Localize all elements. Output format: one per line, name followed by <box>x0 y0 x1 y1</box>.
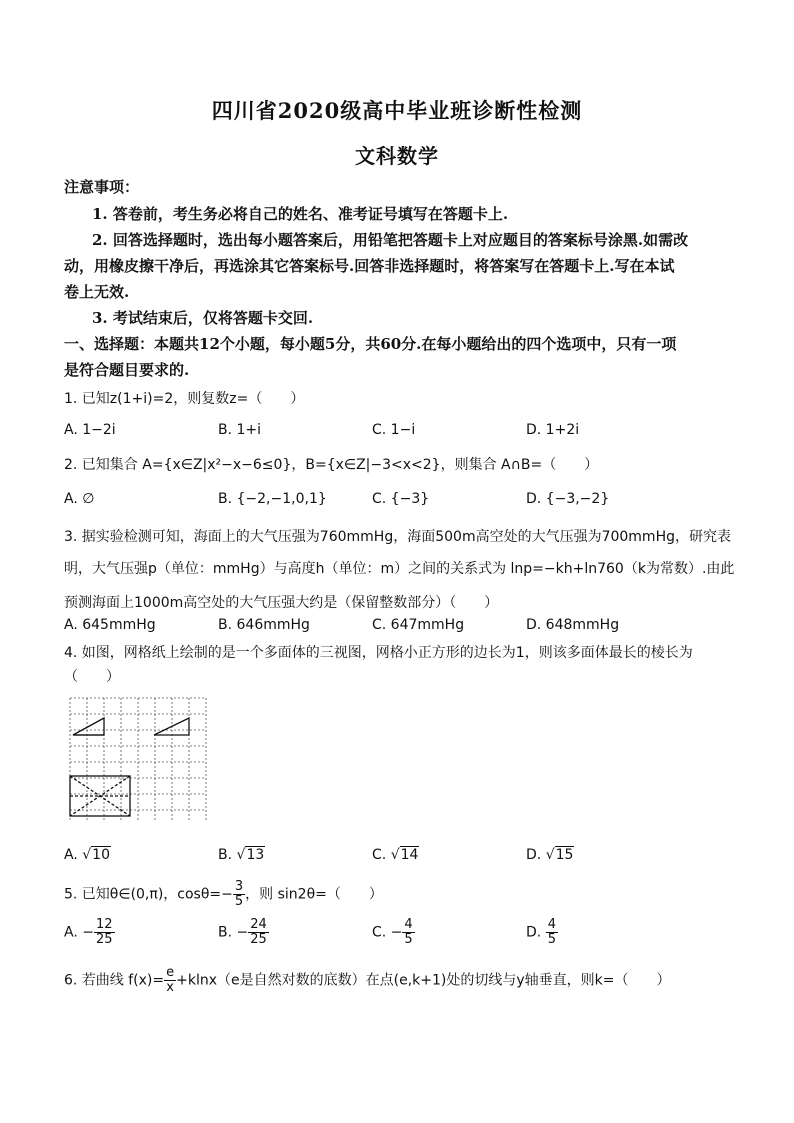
fraction-denominator: 25 <box>250 932 267 947</box>
q5-option-a <box>64 918 115 947</box>
q1-option-c: C. 1−i <box>372 422 416 438</box>
q3-option-c: C. 647mmHg <box>372 617 465 633</box>
q5-option-c-fraction <box>402 918 414 947</box>
q4-option-b-value: 13 <box>246 847 265 863</box>
fraction-numerator: 24 <box>250 917 267 932</box>
q2-stem: 2. 已知集合 A={x∈Z|x²−x−6≤0}，B={x∈Z|−3<x<2}，则集合 A∩B=（ ） <box>64 457 599 473</box>
q2-option-b: B. {−2,−1,0,1} <box>218 491 327 507</box>
q4-option-a <box>64 847 111 863</box>
grid-lines <box>70 698 206 822</box>
sqrt-symbol: √15 <box>545 847 574 863</box>
fraction-denominator: 5 <box>234 894 244 909</box>
q4-option-c <box>372 847 419 863</box>
q1-option-d: D. 1+2i <box>526 422 580 438</box>
q3-line-1: 3. 据实验检测可知，海面上的大气压强为760mmHg，海面500m高空处的大气压强为700mmHg，研究表 <box>64 529 731 545</box>
sqrt-symbol: √13 <box>236 847 265 863</box>
note-2-line-3: 卷上无效. <box>64 283 130 301</box>
sqrt-symbol: √14 <box>390 847 419 863</box>
q5-option-d-fraction <box>546 918 558 947</box>
q4-option-d-label: D. <box>526 847 542 863</box>
q6-fraction <box>164 966 176 995</box>
notes-heading: 注意事项： <box>64 178 140 196</box>
q5-stem-post: ，则 sin2θ=（ ） <box>245 886 383 903</box>
q2-option-a: A. ∅ <box>64 491 95 507</box>
q5-option-c <box>372 918 415 947</box>
q5-option-d-label: D. <box>526 924 542 941</box>
q4-option-b <box>218 847 265 863</box>
q2-option-d: D. {−3,−2} <box>526 491 610 507</box>
q4-option-a-value: 10 <box>92 847 110 863</box>
note-1: 1. 答卷前，考生务必将自己的姓名、准考证号填写在答题卡上. <box>92 205 509 223</box>
front-view <box>73 718 104 735</box>
q5-option-b-label: B. − <box>218 924 249 941</box>
q2-option-c: C. {−3} <box>372 491 430 507</box>
q1-option-a: A. 1−2i <box>64 422 116 438</box>
q1-option-b: B. 1+i <box>218 422 262 438</box>
q4-option-d-value: 15 <box>555 847 574 863</box>
q5-option-c-label: C. − <box>372 924 403 941</box>
q5-option-a-fraction <box>94 918 115 947</box>
q5-option-b-fraction <box>248 918 269 947</box>
q6-stem-pre: 6. 若曲线 f(x)= <box>64 972 165 989</box>
q3-option-d: D. 648mmHg <box>526 617 620 633</box>
q3-line-2: 明，大气压强p（单位：mmHg）与高度h（单位：m）之间的关系式为 lnp=−kh+ln760（k为常数）.由此 <box>64 561 735 577</box>
q4-line-2: （ ） <box>64 669 120 685</box>
fraction-denominator: 25 <box>95 932 113 947</box>
q4-option-a-label: A. <box>64 847 78 863</box>
q6-stem-post: +klnx（e是自然对数的底数）在点(e,k+1)处的切线与y轴垂直，则k=（ ） <box>176 972 671 989</box>
sqrt-symbol: √10 <box>82 847 110 863</box>
note-2-line-2: 动，用橡皮擦干净后，再选涂其它答案标号.回答非选择题时，将答案写在答题卡上.写在本试 <box>64 257 675 275</box>
section-1-heading: 一、选择题：本题共12个小题，每小题5分，共60分.在每小题给出的四个选项中，只有一项 <box>64 335 677 353</box>
q4-line-1: 4. 如图，网格纸上绘制的是一个多面体的三视图，网格小正方形的边长为1，则该多面体最长的棱长为 <box>64 645 693 661</box>
fraction-denominator: x <box>166 980 174 995</box>
q3-line-3: 预测海面上1000m高空处的大气压强大约是（保留整数部分）（ ） <box>64 595 499 611</box>
note-2-line-1: 2. 回答选择题时，选出每小题答案后，用铅笔把答题卡上对应题目的答案标号涂黑.如需改 <box>92 231 689 249</box>
q4-option-c-label: C. <box>372 847 387 863</box>
three-view-figure <box>68 694 208 824</box>
exam-title: 四川省2020级高中毕业班诊断性检测 <box>211 98 583 123</box>
section-1-heading-cont: 是符合题目要求的. <box>64 361 190 379</box>
q5-stem <box>64 880 734 909</box>
q4-option-b-label: B. <box>218 847 233 863</box>
q3-option-b: B. 646mmHg <box>218 617 310 633</box>
side-view <box>154 718 189 735</box>
fraction-numerator: e <box>166 965 175 980</box>
fraction-denominator: 5 <box>404 932 413 947</box>
q4-option-d <box>526 847 574 863</box>
note-3: 3. 考试结束后，仅将答题卡交回. <box>92 309 314 327</box>
fraction-numerator: 12 <box>95 917 113 932</box>
fraction-numerator: 4 <box>404 917 413 932</box>
q5-stem-pre: 5. 已知θ∈(0,π)，cosθ=− <box>64 886 233 903</box>
q6-stem <box>64 966 734 995</box>
exam-subject: 文科数学 <box>355 144 439 168</box>
fraction-numerator: 3 <box>234 879 244 894</box>
q5-option-d <box>526 918 558 947</box>
q5-option-a-label: A. − <box>64 924 94 941</box>
fraction-denominator: 5 <box>547 932 556 947</box>
q1-stem: 1. 已知z(1+i)=2，则复数z=（ ） <box>64 391 305 407</box>
q5-stem-fraction <box>233 880 245 909</box>
q3-option-a: A. 645mmHg <box>64 617 156 633</box>
q5-option-b <box>218 918 269 947</box>
fraction-numerator: 4 <box>547 917 556 932</box>
q4-option-c-value: 14 <box>400 847 419 863</box>
